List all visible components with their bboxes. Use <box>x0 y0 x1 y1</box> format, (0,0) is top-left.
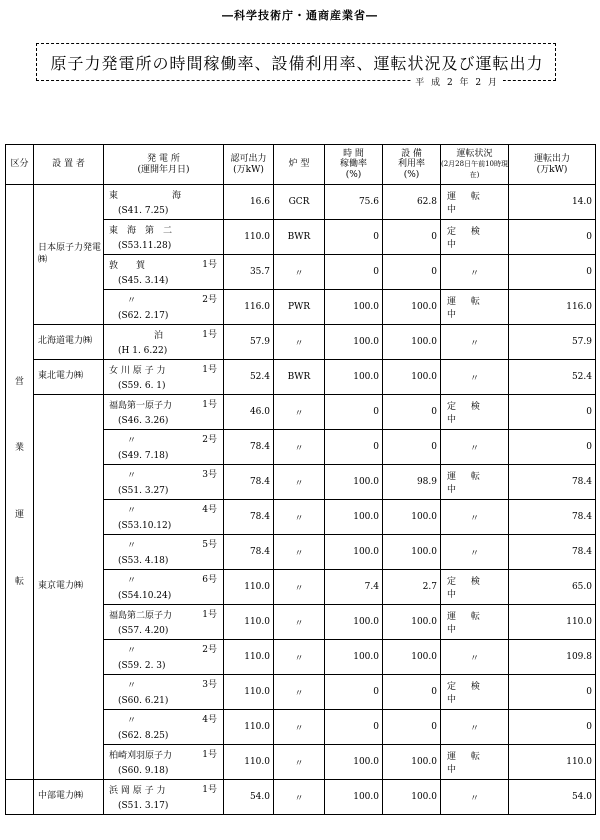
plant-cell <box>104 325 224 360</box>
plant-unit: 4号 <box>202 715 217 725</box>
status-cell: 運 転 中 <box>441 290 509 325</box>
plant-start-date: (S49. 7.18) <box>118 451 169 461</box>
reactor-type-cell: BWR <box>274 360 325 395</box>
document-date: 平 成 2 年 2 月 <box>411 75 503 88</box>
reactor-type-cell: 〃 <box>274 535 325 570</box>
output-cell: 110.0 <box>509 605 596 640</box>
reactor-type-cell: BWR <box>274 220 325 255</box>
utilization-rate-cell: 100.0 <box>383 745 441 780</box>
operations-table <box>5 144 596 815</box>
time-rate-cell: 100.0 <box>325 465 383 500</box>
company-cell: 日本原子力発電㈱ <box>34 185 104 325</box>
time-rate-cell: 0 <box>325 395 383 430</box>
plant-start-date: (S54.10.24) <box>118 591 172 601</box>
reactor-type-cell: 〃 <box>274 430 325 465</box>
output-cell: 54.0 <box>509 780 596 815</box>
plant-cell <box>104 535 224 570</box>
status-cell: 定 検 中 <box>441 570 509 605</box>
time-rate-cell: 100.0 <box>325 780 383 815</box>
header-plant: 発 電 所 (運開年月日) <box>104 145 224 185</box>
header-status: 運転状況 (2月28日午前10時現在) <box>441 145 509 185</box>
utilization-rate-cell: 0 <box>383 220 441 255</box>
utilization-rate-cell: 100.0 <box>383 535 441 570</box>
plant-cell <box>104 430 224 465</box>
status-cell: 〃 <box>441 535 509 570</box>
header-util-rate: 設 備 利用率 (%) <box>383 145 441 185</box>
time-rate-cell: 100.0 <box>325 745 383 780</box>
output-cell: 0 <box>509 675 596 710</box>
header-company: 設 置 者 <box>34 145 104 185</box>
plant-start-date: (S59. 2. 3) <box>118 661 166 671</box>
output-cell: 52.4 <box>509 360 596 395</box>
output-cell: 109.8 <box>509 640 596 675</box>
reactor-type-cell: 〃 <box>274 745 325 780</box>
capacity-cell: 110.0 <box>224 675 274 710</box>
plant-unit: 1号 <box>202 610 217 620</box>
header-output: 運転出力 (万kW) <box>509 145 596 185</box>
reactor-type-cell: PWR <box>274 290 325 325</box>
table-header-row <box>6 145 596 185</box>
time-rate-cell: 100.0 <box>325 290 383 325</box>
plant-unit: 2号 <box>202 645 217 655</box>
company-cell: 東京電力㈱ <box>34 395 104 780</box>
company-cell: 中部電力㈱ <box>34 780 104 815</box>
company-cell: 北海道電力㈱ <box>34 325 104 360</box>
plant-unit: 1号 <box>202 750 217 760</box>
status-cell: 〃 <box>441 640 509 675</box>
plant-start-date: (S51. 3.17) <box>118 801 169 811</box>
plant-start-date: (S46. 3.26) <box>118 416 169 426</box>
plant-start-date: (S62. 8.25) <box>118 731 169 741</box>
plant-unit: 3号 <box>202 470 217 480</box>
reactor-type-cell: 〃 <box>274 570 325 605</box>
company-cell: 東北電力㈱ <box>34 360 104 395</box>
status-cell: 定 検 中 <box>441 220 509 255</box>
plant-name: 福島第一原子力 <box>109 401 173 411</box>
plant-start-date: (S53.10.12) <box>118 521 172 531</box>
time-rate-cell: 0 <box>325 220 383 255</box>
status-cell: 運 転 中 <box>441 465 509 500</box>
utilization-rate-cell: 2.7 <box>383 570 441 605</box>
plant-cell <box>104 570 224 605</box>
plant-name: 〃 <box>109 506 137 516</box>
utilization-rate-cell: 100.0 <box>383 640 441 675</box>
capacity-cell: 46.0 <box>224 395 274 430</box>
plant-cell <box>104 220 224 255</box>
plant-unit: 4号 <box>202 505 217 515</box>
category-char: 営 <box>14 376 24 387</box>
plant-unit: 5号 <box>202 540 217 550</box>
reactor-type-cell: 〃 <box>274 675 325 710</box>
plant-cell <box>104 745 224 780</box>
table-row <box>6 780 596 815</box>
status-cell: 定 検 中 <box>441 675 509 710</box>
plant-cell <box>104 185 224 220</box>
capacity-cell: 54.0 <box>224 780 274 815</box>
status-cell: 運 転 中 <box>441 745 509 780</box>
status-cell: 〃 <box>441 430 509 465</box>
reactor-type-cell: 〃 <box>274 395 325 430</box>
category-char: 転 <box>14 576 24 587</box>
plant-start-date: (S45. 3.14) <box>118 276 169 286</box>
reactor-type-cell: 〃 <box>274 255 325 290</box>
output-cell: 0 <box>509 710 596 745</box>
capacity-cell: 110.0 <box>224 220 274 255</box>
utilization-rate-cell: 62.8 <box>383 185 441 220</box>
category-char: 業 <box>14 443 24 454</box>
plant-start-date: (S57. 4.20) <box>118 626 169 636</box>
capacity-cell: 110.0 <box>224 640 274 675</box>
plant-start-date: (S59. 6. 1) <box>118 381 166 391</box>
utilization-rate-cell: 100.0 <box>383 360 441 395</box>
plant-cell <box>104 360 224 395</box>
status-cell: 運 転 中 <box>441 185 509 220</box>
utilization-rate-cell: 100.0 <box>383 325 441 360</box>
capacity-cell: 110.0 <box>224 745 274 780</box>
plant-cell <box>104 395 224 430</box>
header-time-rate: 時 間 稼働率 (%) <box>325 145 383 185</box>
plant-unit: 2号 <box>202 435 217 445</box>
utilization-rate-cell: 0 <box>383 255 441 290</box>
time-rate-cell: 0 <box>325 710 383 745</box>
plant-name: 〃 <box>109 541 137 551</box>
capacity-cell: 78.4 <box>224 430 274 465</box>
plant-unit: 3号 <box>202 680 217 690</box>
output-cell: 78.4 <box>509 500 596 535</box>
time-rate-cell: 100.0 <box>325 640 383 675</box>
category-cell <box>6 185 34 780</box>
capacity-cell: 52.4 <box>224 360 274 395</box>
plant-start-date: (S51. 3.27) <box>118 486 169 496</box>
plant-cell <box>104 605 224 640</box>
reactor-type-cell: 〃 <box>274 325 325 360</box>
utilization-rate-cell: 100.0 <box>383 290 441 325</box>
plant-start-date: (S62. 2.17) <box>118 311 169 321</box>
output-cell: 57.9 <box>509 325 596 360</box>
plant-name: 〃 <box>109 646 137 656</box>
reactor-type-cell: GCR <box>274 185 325 220</box>
table-row <box>6 325 596 360</box>
plant-unit: 1号 <box>202 330 217 340</box>
plant-unit: 2号 <box>202 295 217 305</box>
plant-name: 敦 賀 <box>109 261 146 271</box>
plant-start-date: (S53. 4.18) <box>118 556 169 566</box>
capacity-cell: 78.4 <box>224 465 274 500</box>
plant-unit: 1号 <box>202 785 217 795</box>
time-rate-cell: 75.6 <box>325 185 383 220</box>
output-cell: 0 <box>509 430 596 465</box>
capacity-cell: 116.0 <box>224 290 274 325</box>
time-rate-cell: 100.0 <box>325 360 383 395</box>
utilization-rate-cell: 98.9 <box>383 465 441 500</box>
plant-start-date: (S41. 7.25) <box>118 206 169 216</box>
output-cell: 0 <box>509 255 596 290</box>
plant-name: 福島第二原子力 <box>109 611 173 621</box>
status-cell: 〃 <box>441 255 509 290</box>
plant-cell <box>104 675 224 710</box>
capacity-cell: 57.9 <box>224 325 274 360</box>
time-rate-cell: 100.0 <box>325 535 383 570</box>
plant-name: 〃 <box>109 436 137 446</box>
utilization-rate-cell: 0 <box>383 430 441 465</box>
plant-name: 〃 <box>109 296 137 306</box>
reactor-type-cell: 〃 <box>274 780 325 815</box>
capacity-cell: 110.0 <box>224 605 274 640</box>
plant-cell <box>104 255 224 290</box>
utilization-rate-cell: 100.0 <box>383 500 441 535</box>
table-row <box>6 395 596 430</box>
utilization-rate-cell: 100.0 <box>383 605 441 640</box>
plant-name: 泊 <box>109 331 164 341</box>
output-cell: 14.0 <box>509 185 596 220</box>
plant-cell <box>104 500 224 535</box>
plant-unit: 1号 <box>202 400 217 410</box>
plant-cell <box>104 780 224 815</box>
plant-cell <box>104 640 224 675</box>
output-cell: 78.4 <box>509 465 596 500</box>
capacity-cell: 110.0 <box>224 570 274 605</box>
plant-name: 柏崎刈羽原子力 <box>109 751 173 761</box>
reactor-type-cell: 〃 <box>274 500 325 535</box>
time-rate-cell: 0 <box>325 430 383 465</box>
header-reactor: 炉 型 <box>274 145 325 185</box>
document-title: 原子力発電所の時間稼働率、設備利用率、運転状況及び運転出力 <box>50 54 544 73</box>
plant-name: 東 海 <box>109 191 182 201</box>
capacity-cell: 110.0 <box>224 710 274 745</box>
capacity-cell: 78.4 <box>224 500 274 535</box>
time-rate-cell: 100.0 <box>325 325 383 360</box>
plant-name: 〃 <box>109 681 137 691</box>
plant-start-date: (H 1. 6.22) <box>118 346 168 356</box>
plant-cell <box>104 290 224 325</box>
status-cell: 〃 <box>441 360 509 395</box>
category-char: 運 <box>14 510 24 520</box>
utilization-rate-cell: 0 <box>383 710 441 745</box>
status-cell: 運 転 中 <box>441 605 509 640</box>
time-rate-cell: 7.4 <box>325 570 383 605</box>
plant-name: 〃 <box>109 576 137 586</box>
plant-start-date: (S60. 9.18) <box>118 766 169 776</box>
status-cell: 〃 <box>441 710 509 745</box>
time-rate-cell: 0 <box>325 255 383 290</box>
reactor-type-cell: 〃 <box>274 605 325 640</box>
time-rate-cell: 100.0 <box>325 500 383 535</box>
category-cell-tail <box>6 780 34 815</box>
document-organization: ―科学技術庁・通商産業省― <box>222 9 378 22</box>
output-cell: 0 <box>509 395 596 430</box>
plant-cell <box>104 465 224 500</box>
plant-name: 女 川 原 子 力 <box>109 366 166 376</box>
plant-cell <box>104 710 224 745</box>
header-capacity: 認可出力 (万kW) <box>224 145 274 185</box>
status-cell: 〃 <box>441 325 509 360</box>
output-cell: 116.0 <box>509 290 596 325</box>
plant-name: 東 海 第 二 <box>109 226 173 236</box>
time-rate-cell: 100.0 <box>325 605 383 640</box>
header-category: 区分 <box>6 145 34 185</box>
status-cell: 定 検 中 <box>441 395 509 430</box>
capacity-cell: 78.4 <box>224 535 274 570</box>
table-row <box>6 360 596 395</box>
table-row <box>6 185 596 220</box>
plant-name: 浜 岡 原 子 力 <box>109 786 166 796</box>
plant-start-date: (S60. 6.21) <box>118 696 169 706</box>
capacity-cell: 16.6 <box>224 185 274 220</box>
plant-name: 〃 <box>109 471 137 481</box>
output-cell: 65.0 <box>509 570 596 605</box>
plant-unit: 1号 <box>202 365 217 375</box>
status-cell: 〃 <box>441 780 509 815</box>
utilization-rate-cell: 0 <box>383 675 441 710</box>
reactor-type-cell: 〃 <box>274 710 325 745</box>
plant-unit: 1号 <box>202 260 217 270</box>
title-box <box>36 43 556 88</box>
time-rate-cell: 0 <box>325 675 383 710</box>
output-cell: 110.0 <box>509 745 596 780</box>
plant-start-date: (S53.11.28) <box>118 241 172 251</box>
reactor-type-cell: 〃 <box>274 640 325 675</box>
utilization-rate-cell: 0 <box>383 395 441 430</box>
reactor-type-cell: 〃 <box>274 465 325 500</box>
utilization-rate-cell: 100.0 <box>383 780 441 815</box>
capacity-cell: 35.7 <box>224 255 274 290</box>
plant-name: 〃 <box>109 716 137 726</box>
status-cell: 〃 <box>441 500 509 535</box>
output-cell: 0 <box>509 220 596 255</box>
output-cell: 78.4 <box>509 535 596 570</box>
plant-unit: 6号 <box>202 575 217 585</box>
